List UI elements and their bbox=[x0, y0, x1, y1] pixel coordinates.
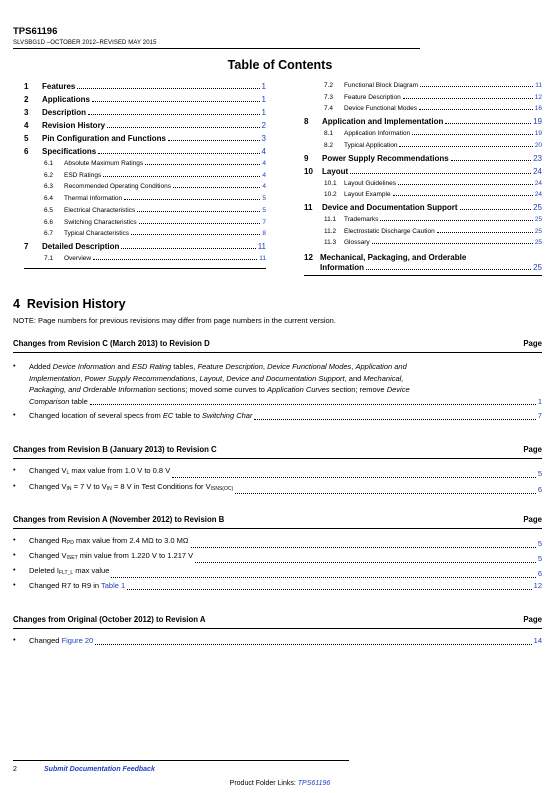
toc-entry-page[interactable]: 8 bbox=[262, 230, 266, 238]
page-column-label: Page bbox=[523, 515, 542, 524]
changes-heading-text: Changes from Revision A (November 2012) to Revision B bbox=[13, 515, 225, 524]
toc-leader bbox=[124, 199, 260, 200]
bullet: • bbox=[13, 580, 16, 589]
footer-rule bbox=[13, 760, 349, 761]
change-item: • Changed location of several specs from EC table to Switching Char 7 bbox=[13, 410, 542, 420]
toc-leader bbox=[412, 134, 533, 135]
toc-entry-page[interactable]: 5 bbox=[262, 206, 266, 214]
page-column-label: Page bbox=[523, 445, 542, 454]
toc-leader bbox=[419, 109, 533, 110]
revision-note: NOTE: Page numbers for previous revisions may differ from page numbers in the current version. bbox=[13, 316, 336, 325]
toc-right-rule bbox=[304, 275, 542, 276]
toc-entry-num: 6 bbox=[24, 147, 29, 156]
toc-leader bbox=[107, 127, 259, 128]
toc-entry-num: 4 bbox=[24, 121, 29, 130]
toc-entry-label: Application Information bbox=[344, 130, 411, 138]
toc-entry-label: Electrostatic Discharge Caution bbox=[344, 227, 435, 235]
toc-entry-page[interactable]: 19 bbox=[534, 130, 542, 138]
toc-entry-label: Thermal Information bbox=[64, 195, 123, 203]
toc-leader bbox=[350, 173, 531, 174]
toc-entry-page[interactable]: 4 bbox=[262, 160, 266, 167]
toc-entry-page[interactable]: 11 bbox=[259, 254, 266, 262]
toc-entry-page[interactable]: 3 bbox=[261, 134, 266, 143]
changes-heading-rev-b bbox=[13, 515, 542, 524]
bullet: • bbox=[13, 481, 16, 490]
toc-entry-label: Feature Description bbox=[344, 93, 401, 101]
bullet: • bbox=[13, 635, 16, 644]
change-page-link[interactable]: 12 bbox=[533, 581, 542, 590]
leader-dots bbox=[195, 562, 536, 563]
toc-entry-page[interactable]: 4 bbox=[262, 183, 266, 191]
toc-entry-page[interactable]: 20 bbox=[534, 141, 542, 149]
change-page-link[interactable]: 6 bbox=[537, 569, 542, 578]
toc-entry-num: 5 bbox=[24, 134, 29, 143]
toc-entry-page[interactable]: 24 bbox=[534, 179, 542, 187]
toc-entry-num: 6.6 bbox=[44, 218, 54, 226]
toc-entry-page[interactable]: 7 bbox=[262, 218, 266, 226]
toc-leader bbox=[399, 146, 532, 147]
toc-entry-12[interactable] bbox=[304, 253, 542, 275]
toc-entry-label: Revision History bbox=[42, 121, 106, 130]
toc-entry-num: 9 bbox=[304, 153, 309, 163]
leader-dots bbox=[172, 477, 536, 478]
toc-leader bbox=[173, 187, 260, 188]
product-folder-link[interactable]: TPS61196 bbox=[297, 780, 331, 787]
toc-leader bbox=[445, 123, 531, 124]
toc-entry-label: Typical Characteristics bbox=[64, 230, 130, 238]
toc-entry-label: Recommended Operating Conditions bbox=[64, 183, 171, 191]
changes-heading-rev-a bbox=[13, 615, 542, 624]
toc-entry[interactable] bbox=[44, 230, 266, 237]
toc-entry-num: 6.7 bbox=[44, 230, 54, 238]
toc-entry-page[interactable]: 4 bbox=[262, 171, 266, 179]
toc-entry-num: 12 bbox=[304, 253, 313, 262]
toc-entry-num: 7.4 bbox=[324, 105, 334, 113]
toc-leader bbox=[380, 220, 532, 221]
toc-entry-num: 6.5 bbox=[44, 206, 54, 214]
toc-leader bbox=[437, 232, 533, 233]
bullet: • bbox=[13, 465, 16, 474]
toc-left-rule bbox=[24, 268, 266, 269]
change-page-link[interactable]: 7 bbox=[537, 411, 542, 420]
toc-entry-num: 11 bbox=[304, 202, 313, 212]
toc-entry-num: 11.1 bbox=[324, 215, 337, 223]
toc-entry-label: ESD Ratings bbox=[64, 171, 102, 179]
toc-title: Table of Contents bbox=[227, 58, 333, 72]
toc-entry-page[interactable]: 25 bbox=[534, 215, 542, 223]
toc-entry[interactable] bbox=[304, 167, 542, 176]
toc-entry[interactable] bbox=[324, 239, 542, 246]
toc-entry-label: Glossary bbox=[344, 239, 370, 247]
toc-leader bbox=[139, 223, 261, 224]
toc-entry-page[interactable]: 25 bbox=[533, 263, 542, 272]
change-page-link[interactable]: 14 bbox=[533, 636, 542, 645]
toc-leader bbox=[88, 114, 260, 115]
toc-entry-label: Power Supply Recommendations bbox=[322, 153, 449, 163]
change-item: • Changed Figure 20 14 bbox=[13, 635, 542, 645]
toc-entry-label: Switching Characteristics bbox=[64, 218, 137, 226]
leader-dots bbox=[254, 419, 535, 420]
toc-entry-page[interactable]: 25 bbox=[534, 239, 542, 247]
toc-entry-num: 7.1 bbox=[44, 254, 54, 262]
toc-entry-page[interactable]: 5 bbox=[262, 195, 266, 203]
toc-entry-page[interactable]: 1 bbox=[261, 82, 266, 91]
toc-entry-label: Applications bbox=[42, 95, 91, 104]
toc-entry[interactable] bbox=[44, 183, 266, 190]
toc-entry-page[interactable]: 24 bbox=[533, 166, 542, 176]
section-title-text: Revision History bbox=[26, 297, 126, 311]
toc-entry[interactable] bbox=[44, 219, 266, 226]
leader-dots bbox=[95, 644, 531, 645]
toc-entry[interactable] bbox=[324, 130, 542, 137]
toc-entry-label: Pin Configuration and Functions bbox=[42, 134, 166, 143]
toc-entry[interactable] bbox=[24, 95, 266, 104]
toc-entry-page[interactable]: 11 bbox=[535, 82, 542, 89]
bullet: • bbox=[13, 565, 16, 574]
toc-entry-num: 2 bbox=[24, 95, 29, 104]
toc-entry-num: 7 bbox=[24, 241, 29, 251]
toc-entry[interactable] bbox=[304, 154, 542, 163]
toc-entry-label: Detailed Description bbox=[42, 241, 120, 251]
toc-entry[interactable] bbox=[24, 242, 266, 251]
toc-leader bbox=[393, 195, 533, 196]
toc-entry[interactable] bbox=[44, 255, 266, 262]
leader-dots bbox=[127, 589, 531, 590]
toc-entry-num: 10.2 bbox=[324, 191, 337, 199]
toc-entry[interactable] bbox=[24, 147, 266, 156]
toc-entry[interactable] bbox=[304, 117, 542, 126]
toc-entry-label: Electrical Characteristics bbox=[64, 206, 136, 214]
change-item: • Added Device Information and ESD Rating tables, Feature Description, Device Functional Modes, Application and Implementation, Power Supply Recommendations, Layout, Device and Documentation Support, and Mechanical, Packaging, and Orderable Information sections; moved some curves to Application Curves section; remove Device Comparison table 1 bbox=[13, 361, 542, 406]
toc-entry-label: Layout Guidelines bbox=[344, 179, 397, 187]
product-folder-links bbox=[0, 780, 560, 787]
toc-entry-num: 3 bbox=[24, 108, 29, 117]
toc-entry[interactable] bbox=[324, 94, 542, 101]
toc-entry-label-line2: Information bbox=[320, 263, 364, 272]
toc-leader bbox=[98, 153, 259, 154]
toc-entry-label: Overview bbox=[64, 254, 92, 262]
submit-feedback-link[interactable]: Submit Documentation Feedback bbox=[44, 766, 155, 773]
toc-entry[interactable] bbox=[324, 105, 542, 112]
toc-leader bbox=[372, 243, 533, 244]
toc-entry-num: 11.3 bbox=[324, 239, 337, 247]
toc-entry-label: Layout Example bbox=[344, 191, 391, 199]
toc-leader bbox=[145, 164, 260, 165]
toc-entry-label-cont bbox=[320, 263, 542, 272]
change-item: • Changed $V_L$ max value from 1.0 V to 0.8 V 5 bbox=[13, 465, 542, 478]
section-number: 4 bbox=[13, 297, 20, 311]
toc-leader bbox=[121, 248, 255, 249]
toc-entry-label: Specifications bbox=[42, 147, 97, 156]
toc-leader bbox=[451, 160, 531, 161]
toc-entry-page[interactable]: 16 bbox=[534, 105, 542, 113]
toc-entry[interactable] bbox=[24, 82, 266, 91]
changes-heading-text: Changes from Original (October 2012) to Revision A bbox=[13, 615, 206, 624]
toc-entry-num: 6.1 bbox=[44, 160, 54, 167]
changes-rule bbox=[13, 352, 542, 353]
change-item: • Changed R7 to R9 in Table 1 12 bbox=[13, 580, 542, 590]
toc-entry-label: Trademarks bbox=[344, 215, 379, 223]
changes-heading-rev-c bbox=[13, 445, 542, 454]
toc-leader bbox=[131, 234, 260, 235]
toc-entry[interactable] bbox=[324, 228, 542, 235]
toc-entry-page[interactable]: 23 bbox=[533, 153, 542, 163]
footer-page-number: 2 bbox=[13, 766, 17, 773]
toc-entry-page[interactable]: 1 bbox=[261, 95, 266, 104]
toc-entry-label: Application and Implementation bbox=[322, 117, 444, 127]
toc-leader bbox=[137, 211, 260, 212]
changes-rule bbox=[13, 628, 542, 629]
toc-leader bbox=[398, 184, 533, 185]
toc-entry-num: 6.4 bbox=[44, 195, 54, 203]
toc-entry-num: 10 bbox=[304, 166, 313, 176]
toc-entry-page[interactable]: 19 bbox=[533, 117, 542, 127]
toc-entry[interactable] bbox=[44, 172, 266, 179]
toc-entry-label: Layout bbox=[322, 166, 349, 176]
change-item: • Deleted $I_{FLT\_L}$ max value 6 bbox=[13, 565, 542, 578]
toc-leader bbox=[77, 88, 259, 89]
changes-rule bbox=[13, 458, 542, 459]
toc-entry-num: 8.1 bbox=[324, 130, 334, 138]
change-page-link[interactable]: 1 bbox=[537, 396, 542, 406]
toc-entry-page[interactable]: 1 bbox=[261, 108, 266, 117]
page-column-label: Page bbox=[523, 615, 542, 624]
toc-entry[interactable] bbox=[324, 191, 542, 198]
toc-entry-label: Features bbox=[42, 82, 76, 91]
toc-leader bbox=[366, 269, 531, 270]
toc-entry-num: 8.2 bbox=[324, 141, 334, 149]
toc-entry-page[interactable]: 2 bbox=[261, 121, 266, 130]
change-item: • Changed $V_{ISET}$ min value from 1.220 V to 1.217 V 5 bbox=[13, 550, 542, 563]
toc-entry-label: Typical Application bbox=[344, 141, 398, 149]
toc-entry-num: 1 bbox=[24, 82, 29, 91]
toc-entry-num: 7.2 bbox=[324, 82, 334, 89]
toc-entry-label: Functional Block Diagram bbox=[344, 82, 419, 89]
toc-entry-page[interactable]: 25 bbox=[534, 227, 542, 235]
toc-leader bbox=[168, 140, 260, 141]
table-1-link[interactable]: Table 1 bbox=[101, 581, 126, 590]
toc-leader bbox=[103, 176, 260, 177]
toc-leader bbox=[92, 101, 260, 102]
toc-entry-num: 7.3 bbox=[324, 93, 334, 101]
toc-entry[interactable] bbox=[324, 180, 542, 187]
toc-leader bbox=[403, 98, 533, 99]
toc-entry-num: 11.2 bbox=[324, 227, 337, 235]
toc-entry[interactable] bbox=[324, 82, 542, 89]
changes-heading-text: Changes from Revision C (March 2013) to Revision D bbox=[13, 339, 210, 348]
change-item: • Changed $V_{IN} = 7$ V to $V_{IN} = 8$ V in Test Conditions for $V_{ISNS(OC)}$ 6 bbox=[13, 481, 542, 494]
toc-entry-page[interactable]: 24 bbox=[534, 191, 542, 199]
toc-leader bbox=[420, 86, 533, 87]
toc-entry-page[interactable]: 12 bbox=[534, 93, 542, 101]
change-page-link[interactable]: 6 bbox=[537, 485, 542, 494]
bullet: • bbox=[13, 410, 16, 419]
change-page-link[interactable]: 5 bbox=[537, 539, 542, 548]
toc-entry[interactable] bbox=[44, 207, 266, 214]
toc-entry-page[interactable]: 4 bbox=[261, 147, 266, 156]
toc-entry-num: 6.3 bbox=[44, 183, 54, 191]
leader-dots bbox=[90, 404, 536, 405]
bullet: • bbox=[13, 361, 16, 370]
section-title bbox=[13, 297, 126, 311]
toc-entry-label: Absolute Maximum Ratings bbox=[64, 160, 144, 167]
product-folder-label: Product Folder Links: bbox=[229, 780, 296, 787]
toc-entry[interactable] bbox=[324, 142, 542, 149]
toc-entry-page[interactable]: 25 bbox=[533, 202, 542, 212]
page-column-label: Page bbox=[523, 339, 542, 348]
toc-entry-label: Device Functional Modes bbox=[344, 105, 417, 113]
changes-heading-rev-d bbox=[13, 339, 542, 348]
toc-entry[interactable] bbox=[24, 121, 266, 130]
toc-entry-label: Description bbox=[42, 108, 87, 117]
leader-dots bbox=[191, 547, 536, 548]
toc-entry[interactable] bbox=[44, 160, 266, 167]
bullet: • bbox=[13, 535, 16, 544]
doc-revision-info: SLVSBG1D –OCTOBER 2012–REVISED MAY 2015 bbox=[13, 40, 157, 46]
toc-entry[interactable] bbox=[304, 203, 542, 212]
toc-leader bbox=[460, 209, 532, 210]
change-page-link[interactable]: 5 bbox=[537, 469, 542, 478]
toc-entry[interactable] bbox=[24, 134, 266, 143]
part-number: TPS61196 bbox=[13, 26, 58, 37]
toc-entry-label: Device and Documentation Support bbox=[322, 202, 458, 212]
changes-rule bbox=[13, 528, 542, 529]
toc-entry[interactable] bbox=[324, 216, 542, 223]
leader-dots bbox=[111, 577, 535, 578]
toc-entry-num: 6.2 bbox=[44, 171, 54, 179]
toc-entry-label: Mechanical, Packaging, and Orderable bbox=[320, 253, 467, 262]
leader-dots bbox=[235, 493, 536, 494]
toc-entry[interactable] bbox=[24, 108, 266, 117]
figure-20-link[interactable]: Figure 20 bbox=[61, 636, 94, 645]
change-item: • Changed $R_{PD}$ max value from 2.4 MΩ to 3.0 MΩ 5 bbox=[13, 535, 542, 548]
toc-entry[interactable] bbox=[44, 195, 266, 202]
changes-heading-text: Changes from Revision B (January 2013) to Revision C bbox=[13, 445, 217, 454]
bullet: • bbox=[13, 550, 16, 559]
toc-leader bbox=[93, 259, 257, 260]
toc-entry-page[interactable]: 11 bbox=[257, 241, 266, 251]
change-page-link[interactable]: 5 bbox=[537, 554, 542, 563]
header-rule bbox=[13, 48, 420, 49]
toc-entry-num: 10.1 bbox=[324, 179, 337, 187]
toc-entry-num: 8 bbox=[304, 117, 309, 127]
